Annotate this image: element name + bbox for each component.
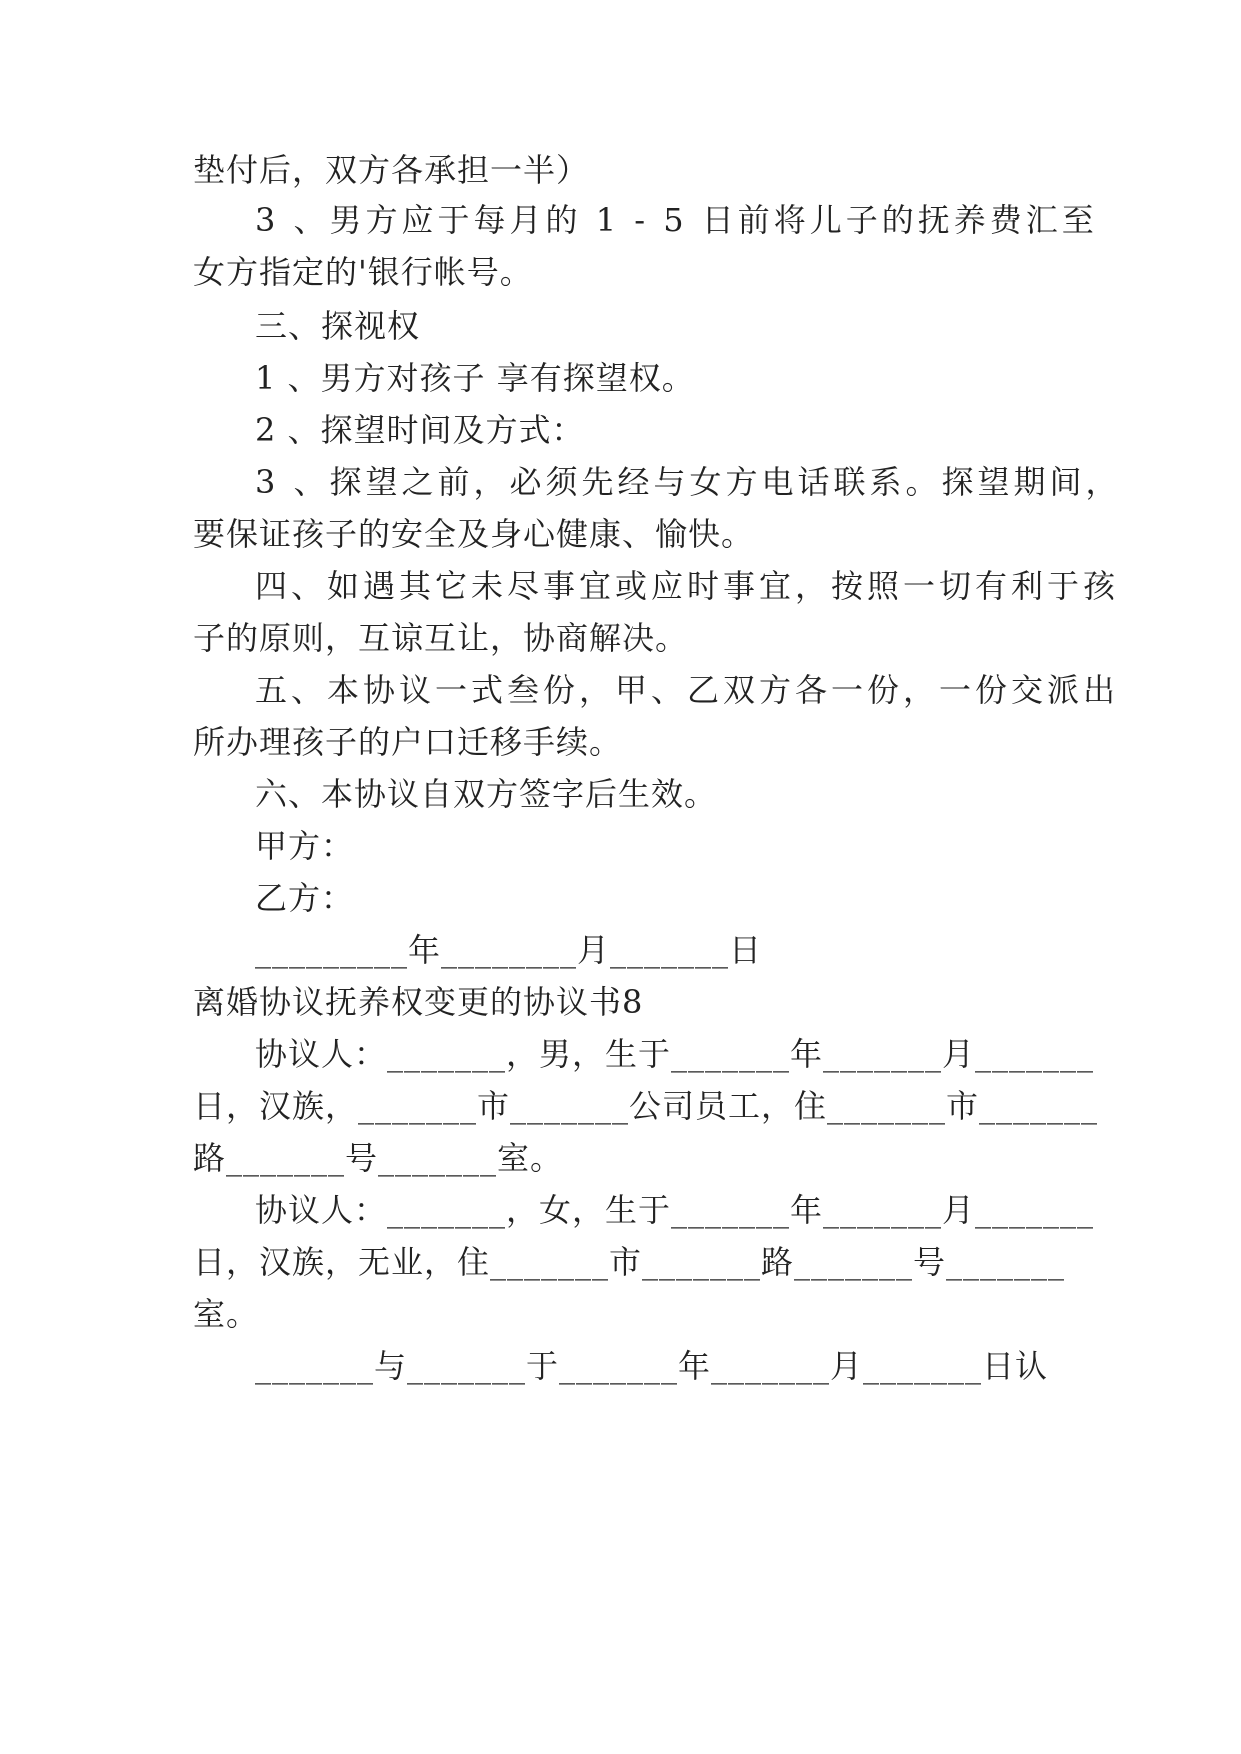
date-line: _________年________月_______日: [255, 931, 763, 969]
paragraph-line: 要保证孩子的安全及身心健康、愉快。: [193, 515, 755, 553]
paragraph-line: 3 、男方应于每月的 1 - 5 日前将儿子的抚养费汇至: [255, 201, 1098, 239]
paragraph-line: 六、本协议自双方签字后生效。: [255, 775, 718, 813]
paragraph-line: 四、如遇其它未尽事宜或应时事宜，按照一切有利于孩: [255, 567, 1120, 605]
section-title: 离婚协议抚养权变更的协议书8: [193, 983, 644, 1021]
paragraph-line: 子的原则，互谅互让，协商解决。: [193, 619, 689, 657]
paragraph-line: 日，汉族，_______市_______公司员工，住_______市_______: [193, 1087, 1099, 1125]
paragraph-line: 协议人：_______，男，生于_______年_______月_______: [255, 1035, 1095, 1073]
paragraph-line: _______与_______于_______年_______月_______日认: [255, 1347, 1049, 1385]
paragraph-line: 1 、男方对孩子 享有探望权。: [255, 359, 695, 397]
paragraph-line: 协议人：_______，女，生于_______年_______月_______: [255, 1191, 1095, 1229]
paragraph-line: 女方指定的'银行帐号。: [193, 253, 533, 291]
paragraph-line: 3 、探望之前，必须先经与女方电话联系。探望期间，: [255, 463, 1122, 501]
paragraph-line: 日，汉族，无业，住_______市_______路_______号_______: [193, 1243, 1066, 1281]
signature-party-b: 乙方：: [255, 879, 355, 917]
section-heading: 三、探视权: [255, 307, 421, 345]
paragraph-line: 垫付后，双方各承担一半）: [193, 151, 590, 189]
paragraph-line: 五、本协议一式叁份，甲、乙双方各一份，一份交派出: [255, 671, 1120, 709]
paragraph-line: 2 、探望时间及方式：: [255, 411, 585, 449]
paragraph-line: 室。: [193, 1295, 260, 1333]
paragraph-line: 路_______号_______室。: [193, 1139, 564, 1177]
paragraph-line: 所办理孩子的户口迁移手续。: [193, 723, 623, 761]
signature-party-a: 甲方：: [255, 827, 355, 865]
